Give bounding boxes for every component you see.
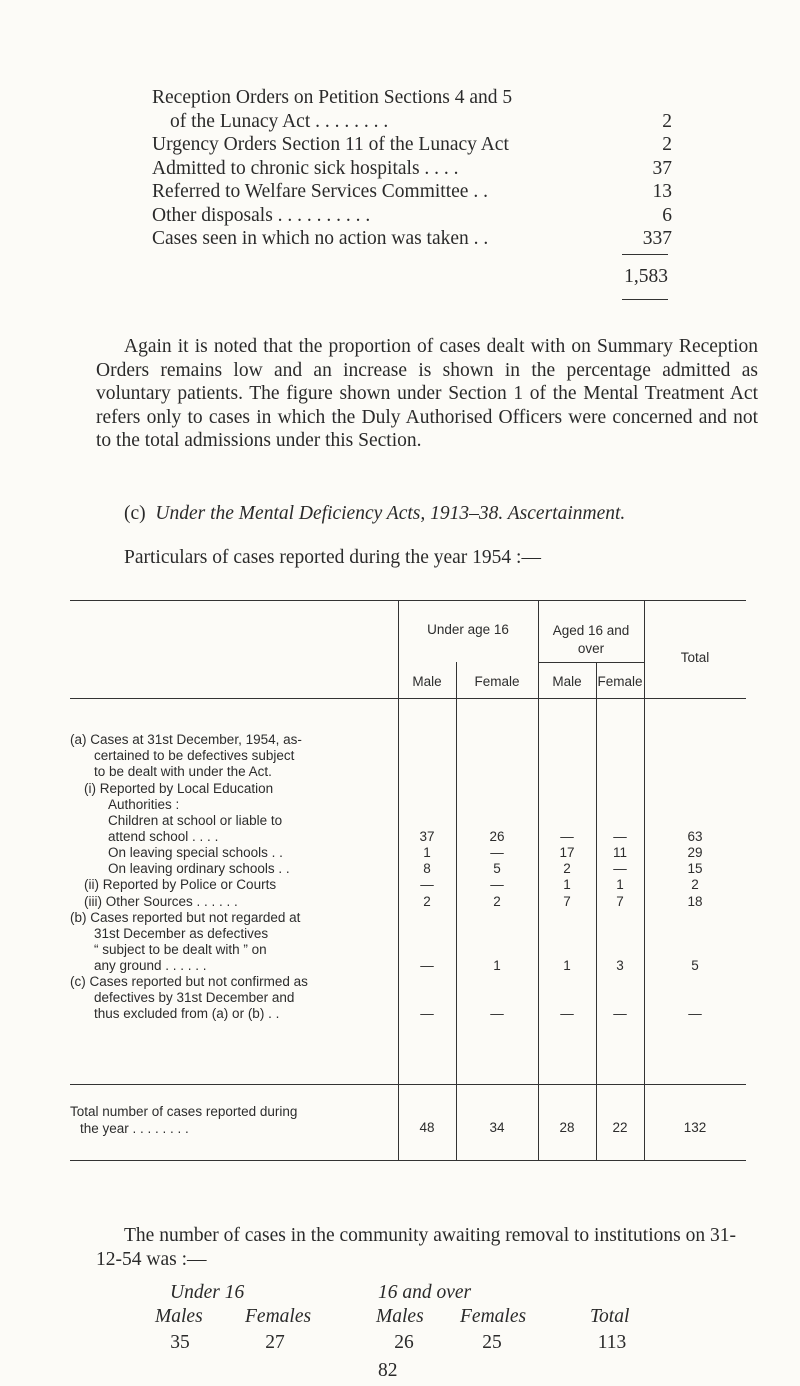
group-under-16: Under 16 xyxy=(170,1282,245,1303)
sum-rule-bottom xyxy=(622,299,668,300)
page-number: 82 xyxy=(378,1360,398,1381)
table-cell: — xyxy=(560,1006,574,1021)
row-label-line: “ subject to be dealt with ” on xyxy=(94,942,267,957)
table-cell: 15 xyxy=(687,861,703,876)
table-cell: — xyxy=(490,877,504,892)
table-cell: 5 xyxy=(493,861,501,876)
table-cell: — xyxy=(420,877,434,892)
list-row xyxy=(152,157,672,181)
table-cell: 37 xyxy=(419,829,435,844)
list-row xyxy=(152,227,672,251)
row-label-line: (b) Cases reported but not regarded at xyxy=(70,910,301,925)
col-females: Females xyxy=(245,1306,312,1327)
table-cell: — xyxy=(613,861,627,876)
list-row xyxy=(152,110,672,134)
row-label-line: any ground . . . . . . xyxy=(94,958,207,973)
list-value: 6 xyxy=(662,204,672,226)
row-label-line: defectives by 31st December and xyxy=(94,990,295,1005)
table-cell: — xyxy=(490,845,504,860)
table-cell: 26 xyxy=(489,829,505,844)
table-cell: 1 xyxy=(423,845,431,860)
sum-rule-top xyxy=(622,254,668,255)
row-label-line: Children at school or liable to xyxy=(108,813,283,828)
table-cell: 17 xyxy=(559,845,575,860)
paragraph-text: Again it is noted that the proportion of cases dealt with on Summary Reception Orders remains low and an increase is shown in the percentage admitted as voluntary patients. The figure shown under Section 1 of the Mental Treatment Act refers only to cases in which the Duly Authorised Officers were concerned and not to the total admissions under this Section. xyxy=(96,336,758,451)
table-cell: 2 xyxy=(691,877,699,892)
community-sentence: The number of cases in the community awaiting removal to institutions on 31-12-54 was :— xyxy=(96,1225,736,1270)
row-label-line: certained to be defectives subject xyxy=(94,748,295,763)
header-female: Female xyxy=(474,674,520,689)
table-cell: 5 xyxy=(691,958,699,973)
table-cell: 7 xyxy=(563,894,571,909)
table-rule xyxy=(456,662,457,1161)
table-cell: — xyxy=(613,829,627,844)
particulars-text: Particulars of cases reported during the year 1954 :— xyxy=(124,547,541,568)
col-total: Total xyxy=(590,1306,630,1327)
total-cell: 48 xyxy=(419,1120,435,1135)
header-total: Total xyxy=(680,650,710,665)
table-rule xyxy=(538,662,644,663)
list-label: Urgency Orders Section 11 of the Lunacy Act xyxy=(152,134,509,155)
col-males: Males xyxy=(376,1306,424,1327)
table-cell: 8 xyxy=(423,861,431,876)
row-label-line: On leaving special schools . . xyxy=(108,845,283,860)
paragraph-summary xyxy=(96,335,758,453)
table-cell: 1 xyxy=(563,958,571,973)
header-male: Male xyxy=(412,674,442,689)
community-text xyxy=(96,1224,758,1271)
header-female: Female xyxy=(597,674,643,689)
list-row xyxy=(152,86,672,110)
group-16-and-over: 16 and over xyxy=(378,1282,472,1303)
list-total: 1,583 xyxy=(624,266,668,287)
list-value: 2 xyxy=(662,134,672,155)
table-cell: 2 xyxy=(563,861,571,876)
table-cell: — xyxy=(420,958,434,973)
table-cell: 2 xyxy=(423,894,431,909)
list-row xyxy=(152,133,672,157)
total-label-line: Total number of cases reported during xyxy=(70,1104,298,1119)
table-cell: — xyxy=(613,1006,627,1021)
section-prefix: (c) xyxy=(124,503,146,524)
list-label: of the Lunacy Act . . . . . . . . xyxy=(170,110,389,132)
total-label-line: the year . . . . . . . . xyxy=(80,1121,189,1136)
list-value: 13 xyxy=(652,181,672,202)
list-row xyxy=(152,180,672,204)
list-value: 37 xyxy=(652,157,672,179)
table-cell: 1 xyxy=(616,877,624,892)
header-16-and-over: Aged 16 and over xyxy=(552,623,630,656)
list-label: Reception Orders on Petition Sections 4 and 5 xyxy=(152,87,513,108)
disposals-list xyxy=(152,86,672,251)
row-label-line: (ii) Reported by Police or Courts xyxy=(84,877,277,892)
row-label-line: (i) Reported by Local Education xyxy=(84,781,274,796)
list-row xyxy=(152,204,672,228)
total-label xyxy=(70,1103,297,1137)
community-value: 25 xyxy=(482,1332,502,1353)
total-cell: 28 xyxy=(559,1120,575,1135)
community-value: 27 xyxy=(265,1332,285,1353)
table-rule xyxy=(596,662,597,1161)
section-heading xyxy=(124,503,625,525)
list-value: 2 xyxy=(662,110,672,132)
community-value: 113 xyxy=(597,1332,627,1353)
row-label-line: attend school . . . . xyxy=(108,829,219,844)
header-male: Male xyxy=(552,674,582,689)
table-cell: — xyxy=(490,1006,504,1021)
list-value: 337 xyxy=(642,228,672,249)
section-title: Under the Mental Deficiency Acts, 1913–38. Ascertainment. xyxy=(155,503,626,524)
col-females: Females xyxy=(460,1306,527,1327)
table-cell: 18 xyxy=(687,894,703,909)
total-cell: 132 xyxy=(683,1120,707,1135)
row-label-line: to be dealt with under the Act. xyxy=(94,764,272,779)
table-cell: 1 xyxy=(493,958,501,973)
row-label-line: 31st December as defectives xyxy=(94,926,269,941)
total-cell: 34 xyxy=(489,1120,505,1135)
table-cell: 29 xyxy=(687,845,703,860)
table-cell: — xyxy=(560,829,574,844)
table-cell: 3 xyxy=(616,958,624,973)
row-label-line: (a) Cases at 31st December, 1954, as- xyxy=(70,732,302,747)
total-cell: 22 xyxy=(612,1120,628,1135)
table-cell: 2 xyxy=(493,894,501,909)
table-cell: 63 xyxy=(687,829,703,844)
table-cell: — xyxy=(420,1006,434,1021)
cases-table xyxy=(70,600,746,1190)
row-label-line: On leaving ordinary schools . . xyxy=(108,861,290,876)
list-label: Referred to Welfare Services Committee . . xyxy=(152,181,488,202)
table-cell: 7 xyxy=(616,894,624,909)
table-cell: — xyxy=(688,1006,702,1021)
row-label-line: Authorities : xyxy=(108,797,180,812)
row-label-line: (c) Cases reported but not confirmed as xyxy=(70,974,308,989)
row-label-line: thus excluded from (a) or (b) . . xyxy=(94,1006,280,1021)
col-males: Males xyxy=(155,1306,203,1327)
community-value: 26 xyxy=(394,1332,414,1353)
row-label-line: (iii) Other Sources . . . . . . xyxy=(84,894,238,909)
community-value: 35 xyxy=(170,1332,190,1353)
list-label: Cases seen in which no action was taken . . xyxy=(152,228,489,249)
list-label: Admitted to chronic sick hospitals . . . . xyxy=(152,157,459,179)
header-under-16: Under age 16 xyxy=(427,622,509,637)
list-label: Other disposals . . . . . . . . . . xyxy=(152,204,371,226)
table-cell: 11 xyxy=(612,845,627,860)
table-cell: 1 xyxy=(563,877,571,892)
